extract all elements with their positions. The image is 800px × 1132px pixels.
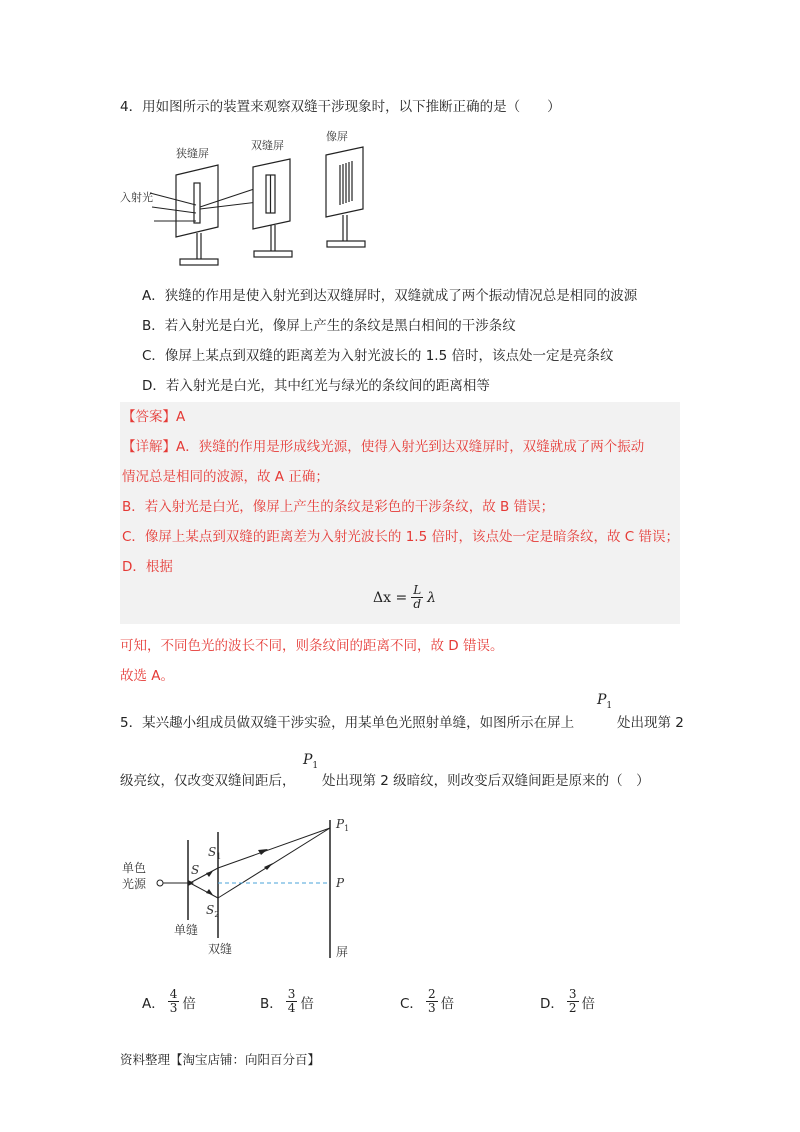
q5-stem-part2-start: 级亮纹，仅改变双缝间距后， bbox=[120, 773, 296, 789]
label-p: P bbox=[336, 876, 345, 890]
q4-detail-line-1: 【详解】A．狭缝的作用是形成线光源，使得入射光到达双缝屏时，双缝就成了两个振动 bbox=[122, 439, 645, 455]
label-narrow-slit: 狭缝屏 bbox=[176, 147, 209, 160]
label-double-slit-5: 双缝 bbox=[208, 942, 233, 956]
narrow-slit-screen bbox=[176, 165, 218, 265]
q5-stem-part1-end: 处出现第 2 bbox=[617, 715, 684, 731]
formula-den: d bbox=[413, 597, 422, 611]
label-image-screen: 像屏 bbox=[326, 130, 348, 143]
label-s: S bbox=[191, 863, 200, 877]
q4-detail-line-5: D．根据 bbox=[122, 559, 173, 575]
label-double-slit: 双缝屏 bbox=[251, 139, 284, 152]
q4-figure bbox=[118, 125, 378, 275]
q4-answer: 【答案】A bbox=[122, 409, 186, 425]
q5-choice-a: A． $\frac{4}{3}$ 倍 bbox=[142, 987, 196, 1015]
ray-s2-p1 bbox=[218, 828, 330, 898]
q4-option-a: A．狭缝的作用是使入射光到达双缝屏时，双缝就成了两个振动情况总是相同的波源 bbox=[142, 288, 638, 304]
q5-stem-p1-symbol-2: $P_1$ bbox=[303, 752, 319, 771]
label-s2: $S_2$ bbox=[206, 903, 220, 919]
q5-figure bbox=[118, 810, 368, 960]
q4-detail-line-2: 情况总是相同的波源，故 A 正确； bbox=[122, 469, 329, 485]
q4-detail-line-4: C．像屏上某点到双缝的距离差为入射光波长的 1.5 倍时，该点处一定是暗条纹，故 C 错误； bbox=[122, 529, 679, 545]
q4-detail-line-3: B．若入射光是白光，像屏上产生的条纹是彩色的干涉条纹，故 B 错误； bbox=[122, 499, 555, 515]
formula-fraction bbox=[411, 584, 423, 611]
q5-choice-b: B． $\frac{3}{4}$ 倍 bbox=[260, 987, 314, 1015]
label-source-line2: 光源 bbox=[122, 877, 147, 891]
q4-stem: 4．用如图所示的装置来观察双缝干涉现象时，以下推断正确的是（ ） bbox=[120, 99, 561, 115]
q5-choice-c: C． $\frac{2}{3}$ 倍 bbox=[400, 987, 455, 1015]
q4-option-c: C．像屏上某点到双缝的距离差为入射光波长的 1.5 倍时，该点处一定是亮条纹 bbox=[142, 348, 614, 364]
label-single-slit: 单缝 bbox=[174, 923, 199, 937]
page-footer: 资料整理【淘宝店铺：向阳百分百】 bbox=[120, 1052, 321, 1067]
q5-choice-d: D． $\frac{3}{2}$ 倍 bbox=[540, 987, 596, 1015]
q5-stem-part1: 5．某兴趣小组成员做双缝干涉实验，用某单色光照射单缝，如图所示在屏上 bbox=[120, 715, 575, 731]
double-slit-screen bbox=[253, 159, 292, 257]
label-p1: $P_1$ bbox=[336, 817, 350, 833]
label-incident-light: 入射光 bbox=[120, 191, 153, 204]
label-source-line1: 单色 bbox=[122, 861, 147, 875]
formula-num: L bbox=[413, 583, 422, 597]
q4-option-b: B．若入射光是白光，像屏上产生的条纹是黑白相间的干涉条纹 bbox=[142, 318, 516, 334]
q4-option-d: D．若入射光是白光，其中红光与绿光的条纹间的距离相等 bbox=[142, 378, 490, 394]
source-circle bbox=[157, 880, 163, 886]
q4-after-line-1: 可知，不同色光的波长不同，则条纹间的距离不同，故 D 错误。 bbox=[120, 638, 504, 654]
q4-after-line-2: 故选 A。 bbox=[120, 668, 175, 684]
label-s1: $S_1$ bbox=[208, 845, 222, 861]
q4-formula bbox=[373, 584, 436, 611]
q5-stem-part2-end: 处出现第 2 级暗纹，则改变后双缝间距是原来的（ ） bbox=[322, 773, 650, 789]
formula-lhs: Δx = bbox=[373, 589, 408, 606]
formula-rhs: λ bbox=[427, 589, 437, 606]
ray-s1-p1 bbox=[218, 828, 330, 868]
label-screen: 屏 bbox=[336, 945, 349, 959]
ray-s-s2 bbox=[190, 883, 218, 898]
image-screen bbox=[326, 147, 365, 247]
q5-stem-p1-symbol: $P_1$ bbox=[597, 692, 613, 711]
